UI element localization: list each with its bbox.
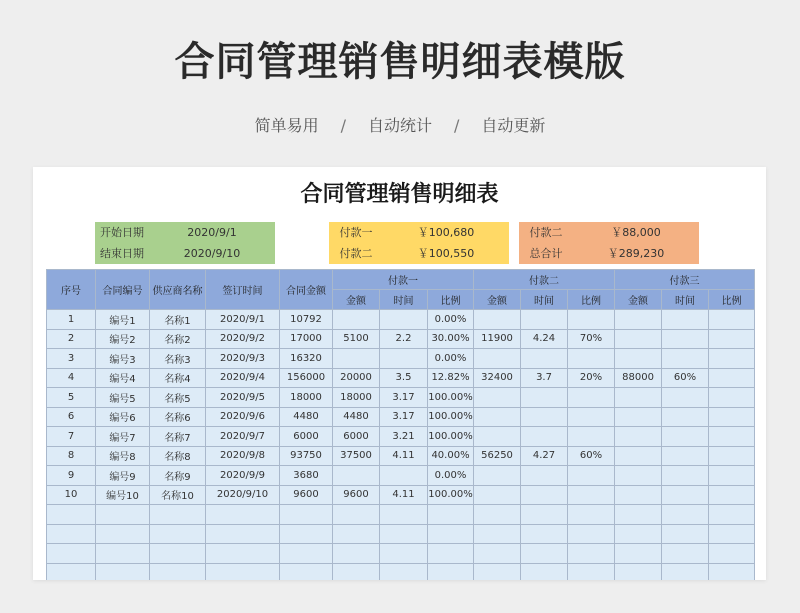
table-cell[interactable] — [568, 407, 615, 427]
table-cell[interactable] — [333, 310, 380, 330]
table-cell[interactable] — [206, 505, 280, 525]
banner-features — [0, 113, 800, 136]
table-cell[interactable] — [333, 466, 380, 486]
table-cell[interactable]: 9 — [47, 466, 96, 486]
table-cell[interactable] — [280, 505, 333, 525]
table-cell[interactable] — [474, 485, 521, 505]
table-cell[interactable] — [615, 466, 662, 486]
header-supplier[interactable]: 供应商名称 — [150, 270, 206, 310]
table-cell[interactable] — [428, 505, 474, 525]
header-pay1-ratio[interactable]: 比例 — [428, 290, 474, 310]
table-cell[interactable] — [709, 544, 755, 564]
table-cell[interactable]: 5100 — [333, 329, 380, 349]
table-cell[interactable]: 20000 — [333, 368, 380, 388]
table-cell[interactable] — [662, 505, 709, 525]
header-pay2-time[interactable]: 时间 — [521, 290, 568, 310]
table-row — [47, 349, 755, 369]
table-cell[interactable] — [474, 524, 521, 544]
table-cell[interactable] — [206, 544, 280, 564]
header-pay1-time[interactable]: 时间 — [380, 290, 428, 310]
table-cell[interactable]: 2020/9/3 — [206, 349, 280, 369]
table-cell[interactable]: 40.00% — [428, 446, 474, 466]
table-cell[interactable]: 编号8 — [96, 446, 150, 466]
separator: / — [340, 116, 346, 135]
table-cell[interactable] — [615, 446, 662, 466]
table-cell[interactable]: 2020/9/10 — [206, 485, 280, 505]
header-pay1-amount[interactable]: 金额 — [333, 290, 380, 310]
table-body — [47, 310, 755, 581]
table-cell[interactable] — [568, 388, 615, 408]
table-row — [47, 368, 755, 388]
feature-auto-stat: 自动统计 — [367, 116, 432, 135]
table-cell[interactable] — [150, 524, 206, 544]
table-cell[interactable] — [280, 563, 333, 580]
table-cell[interactable]: 名称7 — [150, 427, 206, 447]
table-cell[interactable] — [709, 407, 755, 427]
table-cell[interactable]: 3680 — [280, 466, 333, 486]
table-cell[interactable]: 名称10 — [150, 485, 206, 505]
pay-b-total-row — [519, 222, 699, 243]
table-cell[interactable] — [568, 349, 615, 369]
contract-table — [46, 269, 755, 580]
table-cell[interactable] — [521, 505, 568, 525]
table-cell[interactable]: 名称2 — [150, 329, 206, 349]
table-cell[interactable]: 2020/9/6 — [206, 407, 280, 427]
table-row — [47, 427, 755, 447]
table-cell[interactable] — [428, 563, 474, 580]
table-cell[interactable] — [206, 563, 280, 580]
table-cell[interactable]: 20% — [568, 368, 615, 388]
table-cell[interactable]: 3.5 — [380, 368, 428, 388]
table-cell[interactable]: 0.00% — [428, 466, 474, 486]
table-cell[interactable]: 93750 — [280, 446, 333, 466]
table-cell[interactable]: 编号4 — [96, 368, 150, 388]
table-cell[interactable]: 编号10 — [96, 485, 150, 505]
table-cell[interactable]: 100.00% — [428, 485, 474, 505]
table-cell[interactable]: 100.00% — [428, 388, 474, 408]
header-pay3-amount[interactable]: 金额 — [615, 290, 662, 310]
table-cell[interactable] — [474, 466, 521, 486]
table-cell[interactable]: 名称3 — [150, 349, 206, 369]
table-cell[interactable]: 2020/9/4 — [206, 368, 280, 388]
table-cell[interactable] — [615, 563, 662, 580]
table-cell[interactable]: 3.21 — [380, 427, 428, 447]
table-cell[interactable]: 6 — [47, 407, 96, 427]
table-cell[interactable] — [662, 310, 709, 330]
table-cell[interactable] — [615, 524, 662, 544]
table-cell[interactable]: 10 — [47, 485, 96, 505]
pay2-total-value[interactable]: ￥100,550 — [383, 243, 509, 264]
table-cell[interactable] — [615, 407, 662, 427]
table-cell[interactable] — [615, 427, 662, 447]
table-cell[interactable] — [709, 388, 755, 408]
table-cell[interactable]: 名称8 — [150, 446, 206, 466]
table-cell[interactable]: 56250 — [474, 446, 521, 466]
table-cell[interactable] — [521, 407, 568, 427]
table-cell[interactable] — [568, 505, 615, 525]
table-cell[interactable] — [709, 446, 755, 466]
end-date-row — [95, 243, 275, 264]
table-cell[interactable] — [333, 505, 380, 525]
table-cell[interactable]: 编号2 — [96, 329, 150, 349]
table-cell[interactable] — [333, 524, 380, 544]
table-row — [47, 329, 755, 349]
table-cell[interactable]: 18000 — [280, 388, 333, 408]
table-cell[interactable] — [333, 563, 380, 580]
table-cell[interactable] — [568, 524, 615, 544]
sheet-title: 合同管理销售明细表 — [300, 182, 499, 207]
table-cell[interactable] — [380, 505, 428, 525]
table-cell[interactable] — [333, 349, 380, 369]
start-date-label[interactable]: 开始日期 — [95, 222, 149, 243]
table-cell[interactable] — [615, 388, 662, 408]
table-cell[interactable] — [709, 485, 755, 505]
table-cell[interactable]: 5 — [47, 388, 96, 408]
table-cell[interactable] — [568, 563, 615, 580]
table-cell[interactable] — [521, 544, 568, 564]
pay1-total-row — [329, 222, 509, 243]
header-pay3-time[interactable]: 时间 — [662, 290, 709, 310]
feature-auto-update: 自动更新 — [481, 116, 546, 135]
table-cell[interactable] — [662, 349, 709, 369]
table-cell[interactable]: 16320 — [280, 349, 333, 369]
table-cell[interactable]: 12.82% — [428, 368, 474, 388]
table-cell[interactable] — [474, 388, 521, 408]
table-cell[interactable] — [568, 427, 615, 447]
table-cell[interactable] — [662, 407, 709, 427]
table-cell[interactable] — [380, 310, 428, 330]
grand-total-value[interactable]: ￥289,230 — [573, 243, 699, 264]
table-cell[interactable] — [474, 349, 521, 369]
table-cell[interactable] — [709, 427, 755, 447]
table-cell[interactable]: 编号9 — [96, 466, 150, 486]
table-cell[interactable]: 编号6 — [96, 407, 150, 427]
pay-b-total-value[interactable]: ￥88,000 — [573, 222, 699, 243]
table-cell[interactable] — [709, 563, 755, 580]
table-cell[interactable] — [474, 427, 521, 447]
table-cell[interactable] — [47, 563, 96, 580]
table-cell[interactable]: 2020/9/2 — [206, 329, 280, 349]
table-cell[interactable]: 11900 — [474, 329, 521, 349]
table-cell[interactable] — [709, 466, 755, 486]
table-cell[interactable] — [96, 524, 150, 544]
end-date-value[interactable]: 2020/9/10 — [149, 243, 275, 264]
table-cell[interactable]: 8 — [47, 446, 96, 466]
table-cell[interactable] — [709, 349, 755, 369]
table-cell[interactable] — [521, 310, 568, 330]
table-cell[interactable]: 名称1 — [150, 310, 206, 330]
table-cell[interactable] — [521, 466, 568, 486]
table-cell[interactable]: 2020/9/5 — [206, 388, 280, 408]
header-seq[interactable]: 序号 — [47, 270, 96, 310]
pay1-total-value[interactable]: ￥100,680 — [383, 222, 509, 243]
table-cell[interactable]: 60% — [568, 446, 615, 466]
table-row — [47, 310, 755, 330]
table-cell[interactable]: 88000 — [615, 368, 662, 388]
table-cell[interactable]: 名称5 — [150, 388, 206, 408]
table-row — [47, 485, 755, 505]
table-cell[interactable]: 18000 — [333, 388, 380, 408]
table-cell[interactable]: 2 — [47, 329, 96, 349]
table-cell[interactable] — [474, 407, 521, 427]
table-cell[interactable] — [333, 544, 380, 564]
header-contract-no[interactable]: 合同编号 — [96, 270, 150, 310]
table-cell[interactable]: 名称6 — [150, 407, 206, 427]
table-cell[interactable] — [662, 388, 709, 408]
table-cell[interactable]: 100.00% — [428, 407, 474, 427]
header-pay3-ratio[interactable]: 比例 — [709, 290, 755, 310]
table-cell[interactable]: 编号1 — [96, 310, 150, 330]
header-pay3[interactable]: 付款三 — [615, 270, 755, 290]
table-cell[interactable]: 4.11 — [380, 485, 428, 505]
table-cell[interactable]: 2020/9/9 — [206, 466, 280, 486]
table-cell[interactable] — [709, 505, 755, 525]
table-cell[interactable] — [709, 368, 755, 388]
table-cell[interactable]: 70% — [568, 329, 615, 349]
banner-title: 合同管理销售明细表模版 — [174, 39, 626, 85]
header-pay2-amount[interactable]: 金额 — [474, 290, 521, 310]
header-pay1[interactable]: 付款一 — [333, 270, 474, 290]
start-date-row — [95, 222, 275, 243]
table-cell[interactable]: 2020/9/7 — [206, 427, 280, 447]
table-row — [47, 388, 755, 408]
table-cell[interactable]: 3.17 — [380, 388, 428, 408]
table-cell[interactable]: 17000 — [280, 329, 333, 349]
table-cell[interactable] — [521, 485, 568, 505]
table-cell[interactable] — [709, 329, 755, 349]
table-cell[interactable] — [380, 524, 428, 544]
table-cell[interactable]: 0.00% — [428, 349, 474, 369]
table-cell[interactable]: 32400 — [474, 368, 521, 388]
table-cell[interactable]: 4.27 — [521, 446, 568, 466]
grand-total-row — [519, 243, 699, 264]
table-cell[interactable] — [662, 446, 709, 466]
spreadsheet-sheet — [33, 167, 766, 580]
table-cell[interactable] — [150, 505, 206, 525]
table-cell[interactable] — [521, 524, 568, 544]
table-cell[interactable]: 37500 — [333, 446, 380, 466]
table-row — [47, 505, 755, 525]
table-row — [47, 446, 755, 466]
table-cell[interactable]: 6000 — [280, 427, 333, 447]
table-cell[interactable] — [280, 524, 333, 544]
table-cell[interactable] — [662, 329, 709, 349]
table-cell[interactable]: 4480 — [280, 407, 333, 427]
table-cell[interactable] — [150, 563, 206, 580]
table-cell[interactable]: 3 — [47, 349, 96, 369]
table-cell[interactable] — [615, 485, 662, 505]
table-cell[interactable] — [206, 524, 280, 544]
table-cell[interactable] — [521, 349, 568, 369]
table-cell[interactable]: 3.7 — [521, 368, 568, 388]
table-cell[interactable]: 4.24 — [521, 329, 568, 349]
table-cell[interactable] — [568, 485, 615, 505]
table-cell[interactable] — [474, 310, 521, 330]
table-cell[interactable] — [568, 544, 615, 564]
table-cell[interactable] — [380, 466, 428, 486]
table-cell[interactable] — [662, 466, 709, 486]
pay1-total-label[interactable]: 付款一 — [329, 222, 383, 243]
table-cell[interactable] — [615, 349, 662, 369]
table-cell[interactable] — [474, 544, 521, 564]
pay2-total-label[interactable]: 付款二 — [329, 243, 383, 264]
table-cell[interactable]: 编号7 — [96, 427, 150, 447]
table-cell[interactable] — [428, 524, 474, 544]
table-cell[interactable] — [568, 310, 615, 330]
table-cell[interactable] — [96, 505, 150, 525]
table-row — [47, 407, 755, 427]
grand-total-label[interactable]: 总合计 — [519, 243, 573, 264]
header-sign-time[interactable]: 签订时间 — [206, 270, 280, 310]
table-cell[interactable]: 编号3 — [96, 349, 150, 369]
table-cell[interactable] — [150, 544, 206, 564]
table-cell[interactable] — [662, 563, 709, 580]
table-cell[interactable] — [615, 329, 662, 349]
table-cell[interactable] — [709, 310, 755, 330]
header-pay2[interactable]: 付款二 — [474, 270, 615, 290]
table-cell[interactable]: 100.00% — [428, 427, 474, 447]
table-cell[interactable] — [709, 524, 755, 544]
header-amount[interactable]: 合同金额 — [280, 270, 333, 310]
table-cell[interactable]: 0.00% — [428, 310, 474, 330]
table-cell[interactable]: 6000 — [333, 427, 380, 447]
table-cell[interactable]: 4 — [47, 368, 96, 388]
separator: / — [454, 116, 460, 135]
header-pay2-ratio[interactable]: 比例 — [568, 290, 615, 310]
table-cell[interactable]: 名称4 — [150, 368, 206, 388]
start-date-value[interactable]: 2020/9/1 — [149, 222, 275, 243]
table-cell[interactable]: 4.11 — [380, 446, 428, 466]
pay-b-total-label[interactable]: 付款二 — [519, 222, 573, 243]
table-cell[interactable] — [521, 427, 568, 447]
feature-easy: 简单易用 — [254, 116, 319, 135]
table-cell[interactable]: 4480 — [333, 407, 380, 427]
table-cell[interactable] — [615, 544, 662, 564]
table-cell[interactable] — [521, 563, 568, 580]
table-row — [47, 524, 755, 544]
table-cell[interactable]: 156000 — [280, 368, 333, 388]
table-cell[interactable]: 名称9 — [150, 466, 206, 486]
end-date-label[interactable]: 结束日期 — [95, 243, 149, 264]
table-cell[interactable] — [428, 544, 474, 564]
table-cell[interactable] — [380, 544, 428, 564]
pay2-total-row — [329, 243, 509, 264]
table-cell[interactable] — [47, 544, 96, 564]
table-cell[interactable]: 9600 — [333, 485, 380, 505]
table-cell[interactable]: 7 — [47, 427, 96, 447]
table-cell[interactable] — [47, 524, 96, 544]
table-cell[interactable] — [615, 505, 662, 525]
table-cell[interactable]: 60% — [662, 368, 709, 388]
table-cell[interactable] — [380, 349, 428, 369]
table-cell[interactable]: 2.2 — [380, 329, 428, 349]
table-cell[interactable] — [474, 505, 521, 525]
table-cell[interactable] — [662, 427, 709, 447]
table-cell[interactable]: 1 — [47, 310, 96, 330]
table-cell[interactable] — [96, 544, 150, 564]
table-cell[interactable] — [380, 563, 428, 580]
table-row — [47, 563, 755, 580]
table-cell[interactable] — [615, 310, 662, 330]
table-cell[interactable] — [96, 563, 150, 580]
table-cell[interactable]: 2020/9/1 — [206, 310, 280, 330]
table-cell[interactable] — [521, 388, 568, 408]
table-cell[interactable] — [662, 485, 709, 505]
table-cell[interactable] — [662, 524, 709, 544]
table-cell[interactable] — [280, 544, 333, 564]
table-row — [47, 544, 755, 564]
table-cell[interactable] — [47, 505, 96, 525]
table-cell[interactable]: 10792 — [280, 310, 333, 330]
table-row — [47, 466, 755, 486]
table-cell[interactable] — [568, 466, 615, 486]
table-cell[interactable]: 编号5 — [96, 388, 150, 408]
table-cell[interactable]: 30.00% — [428, 329, 474, 349]
table-cell[interactable]: 9600 — [280, 485, 333, 505]
table-cell[interactable]: 3.17 — [380, 407, 428, 427]
table-cell[interactable] — [662, 544, 709, 564]
table-cell[interactable] — [474, 563, 521, 580]
table-cell[interactable]: 2020/9/8 — [206, 446, 280, 466]
